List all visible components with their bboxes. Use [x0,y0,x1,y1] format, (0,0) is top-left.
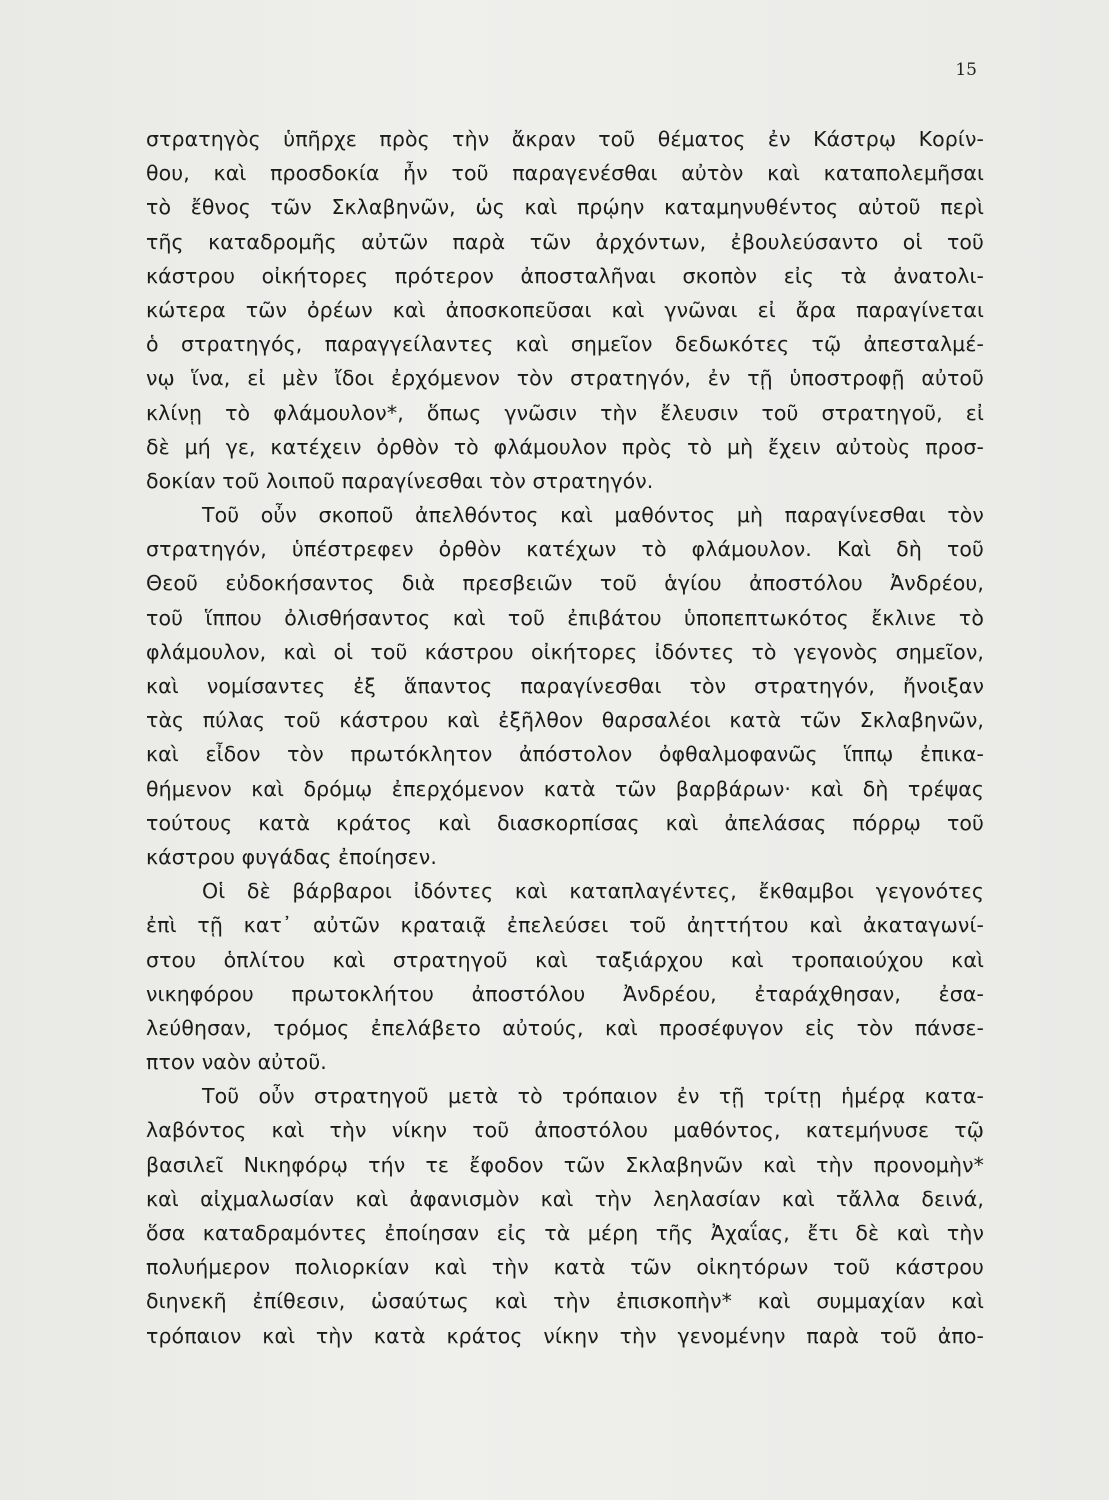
text-line: τῆς καταδρομῆς αὐτῶν παρὰ τῶν ἀρχόντων, ἐβουλεύσαντο οἱ τοῦ [146,229,984,254]
text-line: καὶ νομίσαντες ἐξ ἅπαντος παραγίνεσθαι τὸν στρατηγόν, ἤνοιξαν [146,674,984,698]
text-line: ὅσα καταδραμόντες ἐποίησαν εἰς τὰ μέρη τῆς Ἀχαΐας, ἔτι δὲ καὶ τὴν [146,1221,984,1245]
text-line: θήμενον καὶ δρόμῳ ἐπερχόμενον κατὰ τῶν βαρβάρων· καὶ δὴ τρέψας [146,776,984,801]
text-line: νῳ ἵνα, εἰ μὲν ἴδοι ἐρχόμενον τὸν στρατηγόν, ἐν τῇ ὑποστροφῇ αὐτοῦ [146,366,984,391]
paragraph-start-line: Τοῦ οὖν σκοποῦ ἀπελθόντος καὶ μαθόντος μὴ παραγίνεσθαι τὸν [202,503,984,528]
text-line: θου, καὶ προσδοκία ἦν τοῦ παραγενέσθαι αὐτὸν καὶ καταπολεμῆσαι [146,161,984,186]
text-line: πολυήμερον πολιορκίαν καὶ τὴν κατὰ τῶν οἰκητόρων τοῦ κάστρου [146,1255,984,1280]
body-text [146,122,984,1353]
text-line: Θεοῦ εὐδοκήσαντος διὰ πρεσβειῶν τοῦ ἁγίου ἀποστόλου Ἀνδρέου, [146,571,984,596]
text-line: κώτερα τῶν ὀρέων καὶ ἀποσκοπεῦσαι καὶ γνῶναι εἰ ἄρα παραγίνεται [146,297,984,322]
text-line: βασιλεῖ Νικηφόρῳ τήν τε ἔφοδον τῶν Σκλαβηνῶν καὶ τὴν προνομὴν* [146,1152,984,1177]
text-line: φλάμουλον, καὶ οἱ τοῦ κάστρου οἰκήτορες ἰδόντες τὸ γεγονὸς σημεῖον, [146,639,984,664]
text-line: τούτους κατὰ κράτος καὶ διασκορπίσας καὶ ἀπελάσας πόρρῳ τοῦ [146,810,984,835]
text-line: στρατηγόν, ὑπέστρεφεν ὀρθὸν κατέχων τὸ φλάμουλον. Καὶ δὴ τοῦ [146,537,984,562]
paragraph-end-line: κάστρου φυγάδας ἐποίησεν. [146,844,437,869]
text-line: καὶ εἶδον τὸν πρωτόκλητον ἀπόστολον ὀφθαλμοφανῶς ἵππῳ ἐπικα- [146,742,984,767]
page-number: 15 [955,60,977,80]
text-line: στρατηγὸς ὑπῆρχε πρὸς τὴν ἄκραν τοῦ θέματος ἐν Κάστρῳ Κορίν- [146,127,984,151]
paragraph-end-line: πτον ναὸν αὐτοῦ. [146,1050,327,1075]
paragraph-start-line: Τοῦ οὖν στρατηγοῦ μετὰ τὸ τρόπαιον ἐν τῇ τρίτῃ ἡμέρᾳ κατα- [202,1084,984,1109]
text-line: δὲ μή γε, κατέχειν ὀρθὸν τὸ φλάμουλον πρὸς τὸ μὴ ἔχειν αὐτοὺς προσ- [146,434,984,459]
text-line: λεύθησαν, τρόμος ἐπελάβετο αὐτούς, καὶ προσέφυγον εἰς τὸν πάνσε- [146,1015,984,1040]
paragraph-end-line: δοκίαν τοῦ λοιποῦ παραγίνεσθαι τὸν στρατηγόν. [146,468,654,493]
text-line: κλίνῃ τὸ φλάμουλον*, ὅπως γνῶσιν τὴν ἔλευσιν τοῦ στρατηγοῦ, εἰ [146,400,984,425]
text-line: καὶ αἰχμαλωσίαν καὶ ἀφανισμὸν καὶ τὴν λεηλασίαν καὶ τἄλλα δεινά, [146,1186,984,1211]
text-line: τὰς πύλας τοῦ κάστρου καὶ ἐξῆλθον θαρσαλέοι κατὰ τῶν Σκλαβηνῶν, [146,708,984,733]
text-line: κάστρου οἰκήτορες πρότερον ἀποσταλῆναι σκοπὸν εἰς τὰ ἀνατολι- [146,263,984,288]
text-line: τρόπαιον καὶ τὴν κατὰ κράτος νίκην τὴν γενομένην παρὰ τοῦ ἀπο- [146,1323,984,1348]
text-line: στου ὁπλίτου καὶ στρατηγοῦ καὶ ταξιάρχου καὶ τροπαιούχου καὶ [146,947,984,972]
text-line: νικηφόρου πρωτοκλήτου ἀποστόλου Ἀνδρέου, ἐταράχθησαν, ἐσα- [146,981,984,1006]
text-line: ὁ στρατηγός, παραγγείλαντες καὶ σημεῖον δεδωκότες τῷ ἀπεσταλμέ- [146,332,984,357]
paragraph-start-line: Οἱ δὲ βάρβαροι ἰδόντες καὶ καταπλαγέντες, ἔκθαμβοι γεγονότες [202,879,984,904]
text-line: τὸ ἔθνος τῶν Σκλαβηνῶν, ὡς καὶ πρῴην καταμηνυθέντος αὐτοῦ περὶ [146,195,984,220]
text-line: λαβόντος καὶ τὴν νίκην τοῦ ἀποστόλου μαθόντος, κατεμήνυσε τῷ [146,1118,984,1143]
text-line: ἐπὶ τῇ κατ᾽ αὐτῶν κραταιᾷ ἐπελεύσει τοῦ ἀηττήτου καὶ ἀκαταγωνί- [146,913,984,938]
text-line: τοῦ ἵππου ὀλισθήσαντος καὶ τοῦ ἐπιβάτου ὑποπεπτωκότος ἔκλινε τὸ [146,605,984,630]
text-line: διηνεκῆ ἐπίθεσιν, ὡσαύτως καὶ τὴν ἐπισκοπὴν* καὶ συμμαχίαν καὶ [146,1289,984,1314]
